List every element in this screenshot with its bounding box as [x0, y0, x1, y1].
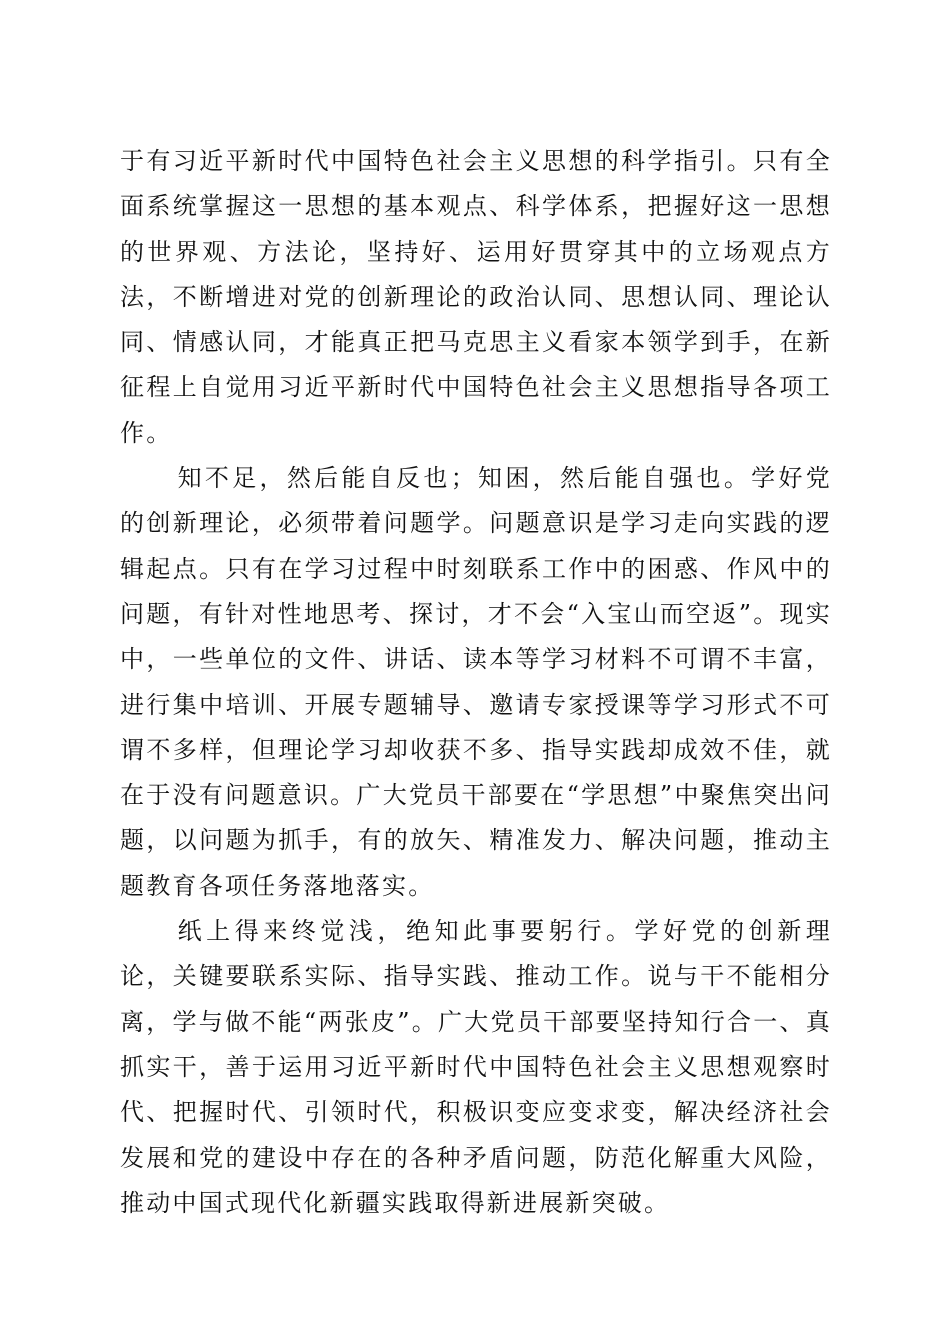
document-body — [120, 139, 832, 1226]
paragraph-continuation: 于有习近平新时代中国特色社会主义思想的科学指引。只有全面系统掌握这一思想的基本观点、科学体系，把握好这一思想的世界观、方法论，坚持好、运用好贯穿其中的立场观点方法，不断增进对党的创新理论的政治认同、思想认同、理论认同、情感认同，才能真正把马克思主义看家本领学到手，在新征程上自觉用习近平新时代中国特色社会主义思想指导各项工作。 — [120, 147, 832, 447]
paragraph-problem-awareness: 知不足，然后能自反也；知困，然后能自强也。学好党的创新理论，必须带着问题学。问题意识是学习走向实践的逻辑起点。只有在学习过程中时刻联系工作中的困惑、作风中的问题，有针对性地思考、探讨，才不会“入宝山而空返”。现实中，一些单位的文件、讲话、读本等学习材料不可谓不丰富，进行集中培训、开展专题辅导、邀请专家授课等学习形式不可谓不多样，但理论学习却收获不多、指导实践却成效不佳，就在于没有问题意识。广大党员干部要在“学思想”中聚焦突出问题，以问题为抓手，有的放矢、精准发力、解决问题，推动主题教育各项任务落地落实。 — [120, 464, 832, 900]
paragraph-practice: 纸上得来终觉浅，绝知此事要躬行。学好党的创新理论，关键要联系实际、指导实践、推动工作。说与干不能相分离，学与做不能“两张皮”。广大党员干部要坚持知行合一、真抓实干，善于运用习近平新时代中国特色社会主义思想观察时代、把握时代、引领时代，积极识变应变求变，解决经济社会发展和党的建设中存在的各种矛盾问题，防范化解重大风险，推动中国式现代化新疆实践取得新进展新突破。 — [120, 917, 832, 1217]
